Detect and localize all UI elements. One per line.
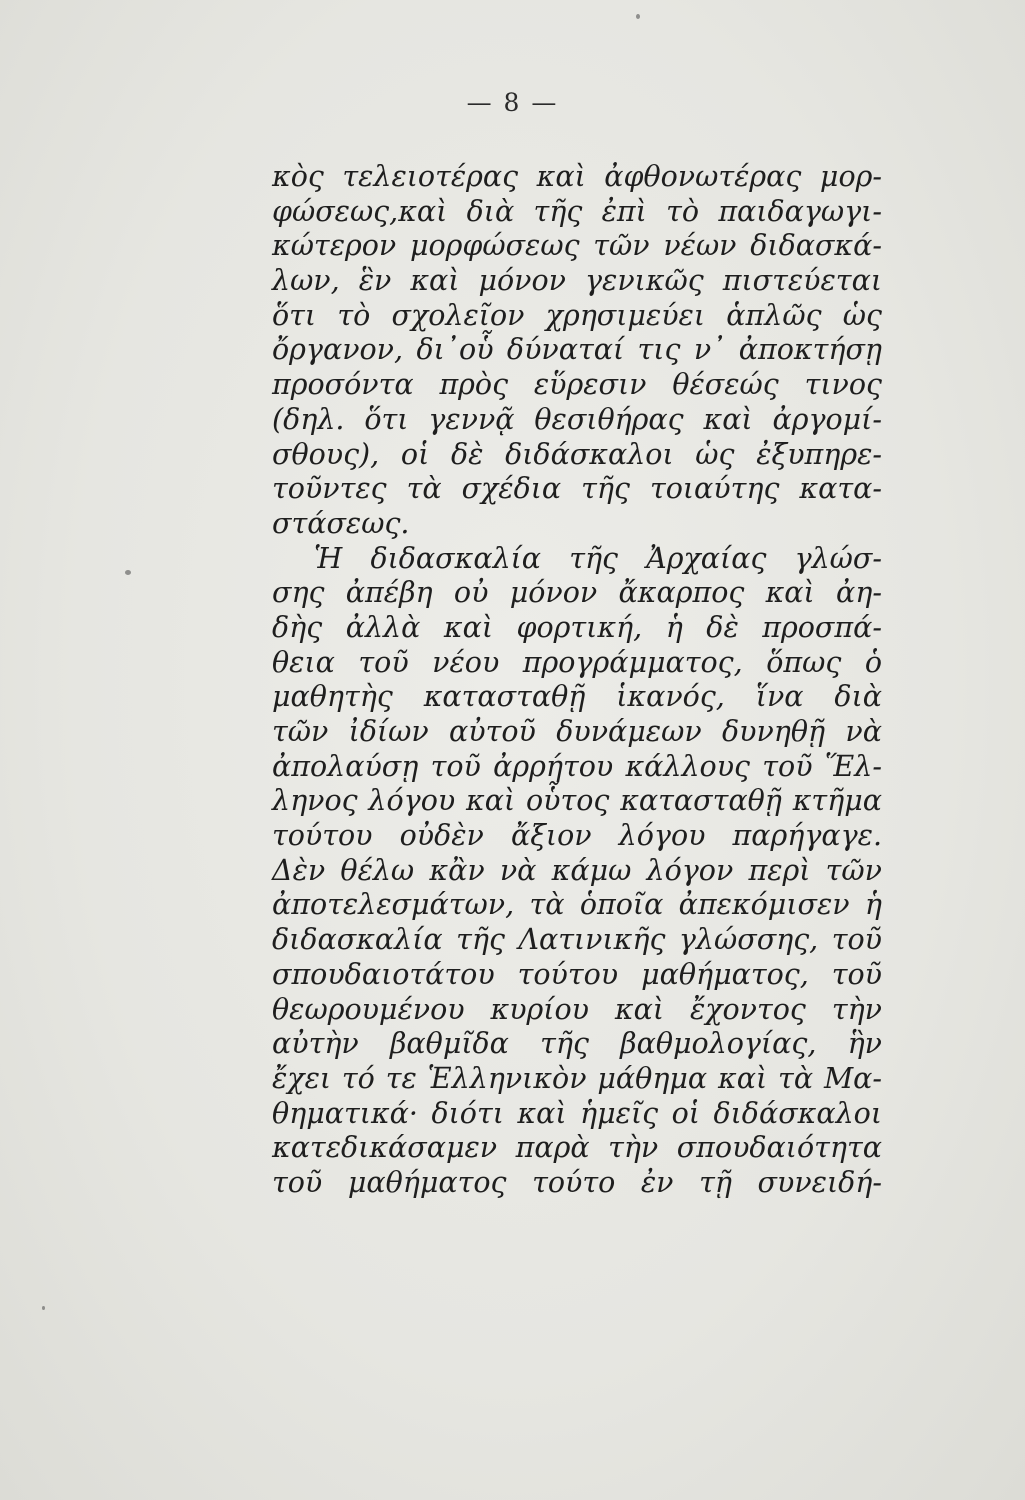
- text-line: μαθητὴς κατασταθῇ ἱκανός, ἵνα διὰ: [272, 680, 882, 714]
- text-line: θηματικά· διότι καὶ ἡμεῖς οἱ διδάσκαλοι: [272, 1096, 882, 1130]
- text-line: σπουδαιοτάτου τούτου μαθήματος, τοῦ: [272, 957, 882, 991]
- text-line: ὅτι τὸ σχολεῖον χρησιμεύει ἁπλῶς ὡς: [272, 298, 882, 332]
- text-line: δὴς ἀλλὰ καὶ φορτική, ἡ δὲ προσπά-: [272, 610, 882, 644]
- paper-speck: [42, 1306, 45, 1310]
- text-line: ὄργανον, δι᾽οὗ δύναταί τις ν᾽ ἀποκτήσῃ: [272, 333, 882, 367]
- text-line: ἔχει τό τε Ἑλληνικὸν μάθημα καὶ τὰ Μα-: [272, 1061, 882, 1095]
- text-line: ληνος λόγου καὶ οὗτος κατασταθῇ κτῆμα: [272, 784, 882, 818]
- text-line: φώσεως,καὶ διὰ τῆς ἐπὶ τὸ παιδαγωγι-: [272, 194, 882, 228]
- paper-speck: [636, 14, 640, 19]
- paragraph-end-line: στάσεως.: [272, 506, 410, 540]
- text-line: κώτερον μορφώσεως τῶν νέων διδασκά-: [272, 229, 882, 263]
- text-line: ἀποτελεσμάτων, τὰ ὁποῖα ἀπεκόμισεν ἡ: [272, 888, 882, 922]
- text-line: σθους), οἱ δὲ διδάσκαλοι ὡς ἐξυπηρε-: [272, 437, 882, 471]
- text-line: τούτου οὐδὲν ἄξιον λόγου παρήγαγε.: [272, 819, 882, 853]
- body-text: [272, 160, 882, 1201]
- text-line: τοῦντες τὰ σχέδια τῆς τοιαύτης κατα-: [272, 472, 882, 506]
- page-number: — 8 —: [466, 88, 559, 117]
- text-line: προσόντα πρὸς εὕρεσιν θέσεώς τινος: [272, 368, 882, 402]
- text-line: κὸς τελειοτέρας καὶ ἀφθονωτέρας μορ-: [272, 160, 882, 193]
- text-line: αὐτὴν βαθμῖδα τῆς βαθμολογίας, ἣν: [272, 1027, 882, 1061]
- text-line: λων, ἓν καὶ μόνον γενικῶς πιστεύεται: [272, 264, 882, 298]
- text-line: (δηλ. ὅτι γεννᾷ θεσιθήρας καὶ ἀργομί-: [272, 402, 882, 436]
- text-line: θεια τοῦ νέου προγράμματος, ὅπως ὁ: [272, 645, 882, 679]
- text-line: κατεδικάσαμεν παρὰ τὴν σπουδαιότητα: [272, 1131, 882, 1165]
- text-line: τῶν ἰδίων αὐτοῦ δυνάμεων δυνηθῇ νὰ: [272, 715, 882, 748]
- text-line: θεωρουμένου κυρίου καὶ ἔχοντος τὴν: [272, 992, 882, 1026]
- text-line: διδασκαλία τῆς Λατινικῆς γλώσσης, τοῦ: [272, 923, 882, 957]
- text-line: σης ἀπέβη οὐ μόνον ἄκαρπος καὶ ἀη-: [272, 576, 882, 610]
- text-line: τοῦ μαθήματος τούτο ἐν τῇ συνειδή-: [272, 1165, 882, 1199]
- paragraph-start-line: Ἡ διδασκαλία τῆς Ἀρχαίας γλώσ-: [314, 541, 882, 575]
- paper-speck: [125, 570, 131, 575]
- text-line: ἀπολαύσῃ τοῦ ἀρρήτου κάλλους τοῦ Ἕλ-: [272, 749, 882, 783]
- text-line: Δὲν θέλω κἂν νὰ κάμω λόγον περὶ τῶν: [272, 853, 882, 887]
